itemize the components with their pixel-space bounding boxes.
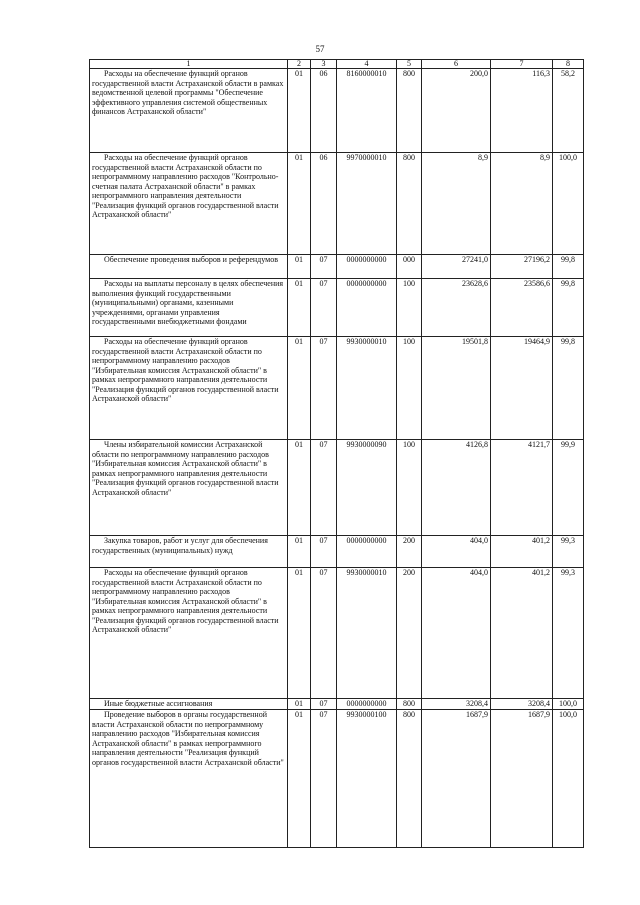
cell-section: 01 <box>288 337 311 440</box>
cell-percent: 100,0 <box>553 153 584 255</box>
table-row <box>90 536 584 568</box>
header-cell: 1 <box>90 60 288 69</box>
cell-planned: 4126,8 <box>422 440 491 536</box>
cell-percent: 99,3 <box>553 568 584 699</box>
cell-expense-type: 100 <box>397 440 422 536</box>
cell-section: 01 <box>288 710 311 848</box>
header-cell: 5 <box>397 60 422 69</box>
cell-section: 01 <box>288 536 311 568</box>
cell-subsection: 07 <box>311 279 337 337</box>
cell-target-article: 9970000010 <box>337 153 397 255</box>
cell-section: 01 <box>288 255 311 279</box>
cell-executed: 8,9 <box>491 153 553 255</box>
cell-target-article: 8160000010 <box>337 69 397 153</box>
cell-planned: 3208,4 <box>422 699 491 710</box>
table-row <box>90 337 584 440</box>
cell-target-article: 0000000000 <box>337 699 397 710</box>
cell-percent: 99,8 <box>553 279 584 337</box>
cell-expense-type: 800 <box>397 710 422 848</box>
cell-target-article: 0000000000 <box>337 536 397 568</box>
cell-percent: 58,2 <box>553 69 584 153</box>
cell-target-article: 0000000000 <box>337 279 397 337</box>
cell-subsection: 07 <box>311 710 337 848</box>
row-name: Иные бюджетные ассигнования <box>90 699 288 710</box>
table-row <box>90 568 584 699</box>
cell-target-article: 0000000000 <box>337 255 397 279</box>
row-name: Проведение выборов в органы государственной власти Астраханской области по непрограммному направлению расходов "Избирательная комиссия Астраханской области" в рамках непрограммного направления деятельности "Реализация функций органов государственной власти Астраханской области" <box>90 710 288 848</box>
table-row <box>90 69 584 153</box>
cell-executed: 3208,4 <box>491 699 553 710</box>
table-row <box>90 710 584 848</box>
cell-planned: 200,0 <box>422 69 491 153</box>
cell-percent: 100,0 <box>553 699 584 710</box>
cell-executed: 401,2 <box>491 536 553 568</box>
cell-executed: 27196,2 <box>491 255 553 279</box>
cell-expense-type: 800 <box>397 69 422 153</box>
cell-section: 01 <box>288 568 311 699</box>
cell-subsection: 07 <box>311 699 337 710</box>
cell-subsection: 06 <box>311 153 337 255</box>
row-name: Члены избирательной комиссии Астраханской области по непрограммному направлению расходов "Избирательная комиссия Астраханской области" в рамках непрограммного направления деятельности "Реализация функций органов государственной власти Астраханской области" <box>90 440 288 536</box>
row-name: Обеспечение проведения выборов и референдумов <box>90 255 288 279</box>
cell-expense-type: 200 <box>397 536 422 568</box>
header-row <box>90 60 584 69</box>
cell-percent: 99,3 <box>553 536 584 568</box>
cell-subsection: 06 <box>311 69 337 153</box>
cell-executed: 19464,9 <box>491 337 553 440</box>
cell-executed: 116,3 <box>491 69 553 153</box>
cell-expense-type: 100 <box>397 337 422 440</box>
cell-subsection: 07 <box>311 568 337 699</box>
table-row <box>90 255 584 279</box>
cell-subsection: 07 <box>311 255 337 279</box>
cell-executed: 23586,6 <box>491 279 553 337</box>
row-name: Расходы на обеспечение функций органов государственной власти Астраханской области по непрограммному направлению расходов "Избирательная комиссия Астраханской области" в рамках непрограммного направления деятельности "Реализация функций органов государственной власти Астраханской области" <box>90 568 288 699</box>
header-cell: 2 <box>288 60 311 69</box>
cell-section: 01 <box>288 153 311 255</box>
row-name: Закупка товаров, работ и услуг для обеспечения государственных (муниципальных) нужд <box>90 536 288 568</box>
cell-target-article: 9930000010 <box>337 568 397 699</box>
cell-expense-type: 000 <box>397 255 422 279</box>
cell-target-article: 9930000090 <box>337 440 397 536</box>
cell-target-article: 9930000100 <box>337 710 397 848</box>
cell-expense-type: 800 <box>397 153 422 255</box>
cell-expense-type: 100 <box>397 279 422 337</box>
header-cell: 4 <box>337 60 397 69</box>
cell-percent: 99,8 <box>553 255 584 279</box>
cell-target-article: 9930000010 <box>337 337 397 440</box>
row-name: Расходы на обеспечение функций органов государственной власти Астраханской области по непрограммному направлению расходов "Избирательная комиссия Астраханской области" в рамках непрограммного направления деятельности "Реализация функций органов государственной власти Астраханской области" <box>90 337 288 440</box>
table-row <box>90 153 584 255</box>
cell-percent: 99,8 <box>553 337 584 440</box>
cell-subsection: 07 <box>311 440 337 536</box>
cell-planned: 404,0 <box>422 536 491 568</box>
cell-executed: 401,2 <box>491 568 553 699</box>
cell-planned: 27241,0 <box>422 255 491 279</box>
cell-planned: 1687,9 <box>422 710 491 848</box>
row-name: Расходы на выплаты персоналу в целях обеспечения выполнения функций государственными (муниципальными) органами, казенными учреждениями, органами управления государственными внебюджетными фондами <box>90 279 288 337</box>
header-cell: 7 <box>491 60 553 69</box>
cell-subsection: 07 <box>311 536 337 568</box>
cell-percent: 99,9 <box>553 440 584 536</box>
cell-planned: 23628,6 <box>422 279 491 337</box>
cell-executed: 4121,7 <box>491 440 553 536</box>
header-cell: 8 <box>553 60 584 69</box>
table-row <box>90 699 584 710</box>
cell-percent: 100,0 <box>553 710 584 848</box>
cell-executed: 1687,9 <box>491 710 553 848</box>
header-cell: 6 <box>422 60 491 69</box>
cell-subsection: 07 <box>311 337 337 440</box>
cell-section: 01 <box>288 279 311 337</box>
cell-planned: 404,0 <box>422 568 491 699</box>
header-cell: 3 <box>311 60 337 69</box>
cell-expense-type: 200 <box>397 568 422 699</box>
table-row <box>90 279 584 337</box>
cell-section: 01 <box>288 699 311 710</box>
row-name: Расходы на обеспечение функций органов государственной власти Астраханской области по непрограммному направлению расходов "Контрольно-счетная палата Астраханской области" в рамках непрограммного направления деятельности "Реализация функций органов государственной власти Астраханской области" <box>90 153 288 255</box>
table-row <box>90 440 584 536</box>
cell-section: 01 <box>288 440 311 536</box>
cell-planned: 8,9 <box>422 153 491 255</box>
page-number: 57 <box>315 44 325 54</box>
cell-expense-type: 800 <box>397 699 422 710</box>
cell-section: 01 <box>288 69 311 153</box>
budget-table <box>89 59 584 848</box>
row-name: Расходы на обеспечение функций органов государственной власти Астраханской области в рамках ведомственной целевой программы "Обеспечение эффективного управления системой общественных финансов Астраханской области" <box>90 69 288 153</box>
cell-planned: 19501,8 <box>422 337 491 440</box>
